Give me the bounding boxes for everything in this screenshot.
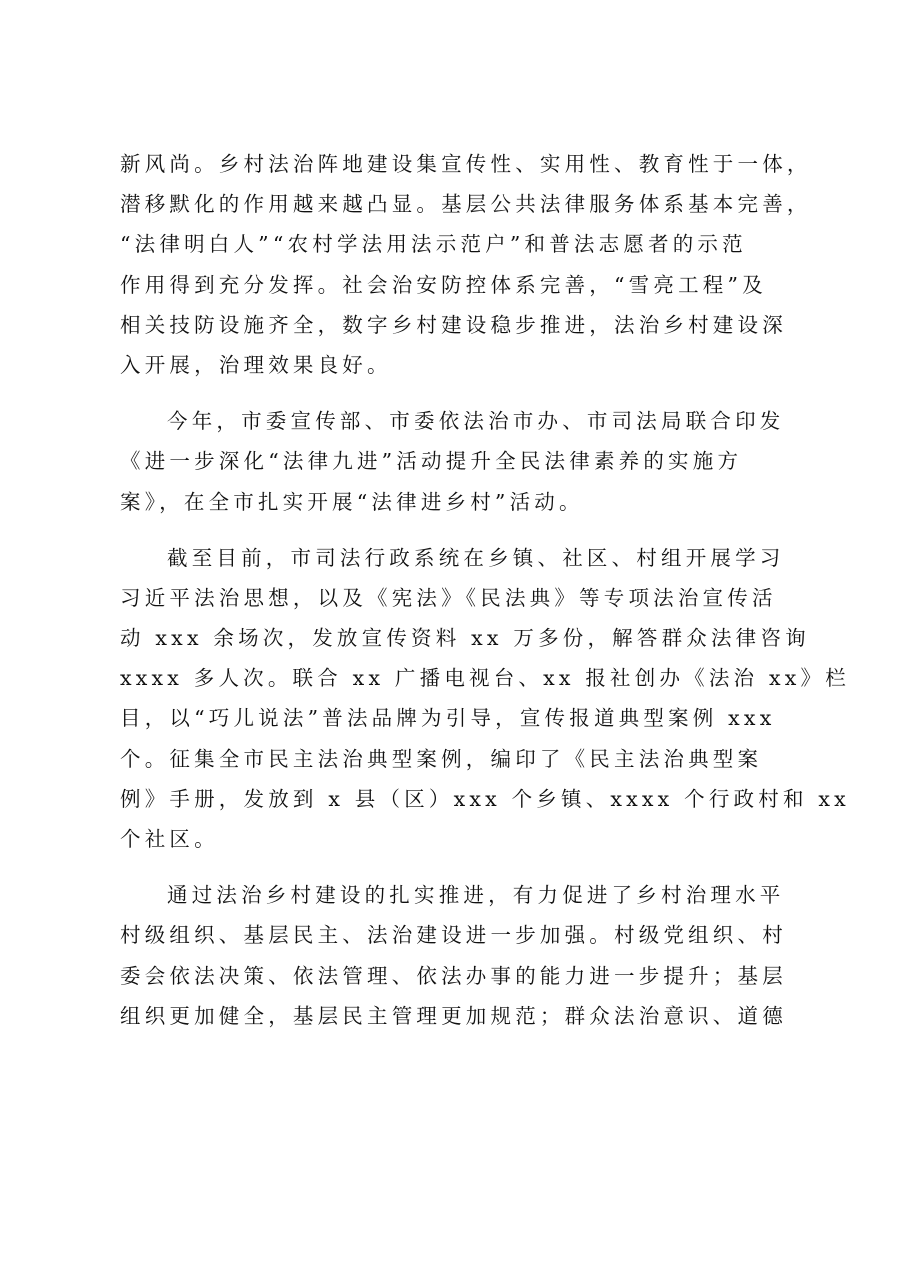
paragraph-line: 潜移默化的作用越来越凸显。基层公共法律服务体系基本完善，	[120, 192, 812, 217]
paragraph-line: 例》手册，发放到 x 县（区）xxx 个乡镇、xxxx 个行政村和 xx	[120, 786, 850, 811]
paragraph-line: 个。征集全市民主法治典型案例，编印了《民主法治典型案	[120, 746, 763, 771]
paragraph-4	[120, 875, 800, 1036]
paragraph-line: 今年，市委宣传部、市委依法治市办、市司法局联合印发	[167, 409, 785, 434]
paragraph-line: 相关技防设施齐全，数字乡村建设稳步推进，法治乡村建设深	[120, 312, 787, 337]
paragraph-line: 个社区。	[120, 827, 219, 851]
paragraph-spacer	[120, 522, 800, 538]
paragraph-line: 通过法治乡村建设的扎实推进，有力促进了乡村治理水平	[167, 883, 785, 908]
paragraph-line: 入开展，治理效果良好。	[120, 352, 392, 377]
paragraph-line: 截至目前，市司法行政系统在乡镇、社区、村组开展学习	[167, 545, 785, 570]
paragraph-line: 案》，在全市扎实开展“法律进乡村”活动。	[120, 489, 584, 514]
paragraph-1	[120, 144, 812, 385]
paragraph-line: xxxx 多人次。联合 xx 广播电视台、xx 报社创办《法治 xx》栏	[120, 666, 850, 691]
paragraph-line: 习近平法治思想，以及《宪法》《民法典》等专项法治宣传活	[120, 585, 777, 610]
paragraph-line: 作用得到充分发挥。社会治安防控体系完善，“雪亮工程”及	[120, 272, 767, 297]
paragraph-spacer	[120, 859, 800, 875]
paragraph-line: 新风尚。乡村法治阵地建设集宣传性、实用性、教育性于一体，	[120, 152, 812, 176]
paragraph-line: 动 xxx 余场次，发放宣传资料 xx 万多份，解答群众法律咨询	[120, 626, 810, 651]
paragraph-2	[120, 401, 800, 522]
paragraph-line: 村级组织、基层民主、法治建设进一步加强。村级党组织、村	[120, 923, 787, 948]
paragraph-line: 《进一步深化“法律九进”活动提升全民法律素养的实施方	[120, 449, 743, 474]
paragraph-line: 委会依法决策、依法管理、依法办事的能力进一步提升；基层	[120, 963, 787, 988]
document-body	[120, 144, 850, 1036]
paragraph-line: “法律明白人”“农村学法用法示范户”和普法志愿者的示范	[120, 232, 747, 257]
paragraph-line: 组织更加健全，基层民主管理更加规范；群众法治意识、道德	[120, 1003, 787, 1028]
paragraph-3	[120, 538, 850, 860]
paragraph-line: 目，以“巧儿说法”普法品牌为引导，宣传报道典型案例 xxx	[120, 706, 776, 731]
paragraph-spacer	[120, 385, 800, 401]
